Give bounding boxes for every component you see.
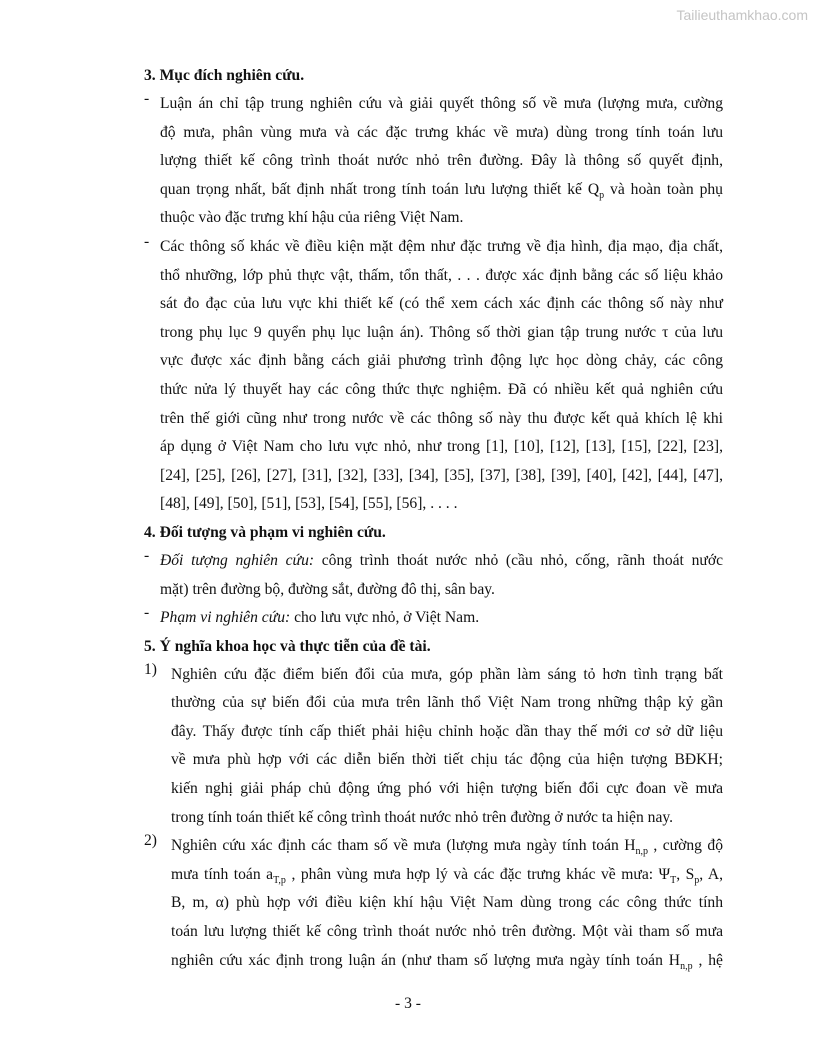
text-line: B, m, α) phù hợp với điều kiện khí hậu Việt Nam dùng trong các công thức tính: [171, 894, 723, 912]
text-line: trong phụ lục 9 quyển phụ lục luận án). Thông số thời gian tập trung nước τ của lưu: [160, 323, 723, 341]
text-line: Luận án chỉ tập trung nghiên cứu và giải quyết thông số về mưa (lượng mưa, cường: [160, 95, 723, 112]
text-line: về mưa phù hợp với các diễn biến thời tiết chịu tác động của hiện tượng BĐKH;: [171, 751, 723, 769]
bullet-marker: -: [144, 546, 150, 564]
text-line: thức nửa lý thuyết hay các công thức thực nghiệm. Đã có nhiều kết quả nghiên cứu: [160, 380, 723, 398]
section-5-item-2: [144, 832, 723, 975]
text-line: lượng thiết kế công trình thoát nước nhỏ trên đường. Đây là thông số quyết định,: [160, 152, 723, 170]
number-marker: 2): [144, 832, 157, 850]
subscript: p: [599, 189, 605, 201]
text-line: đây. Thấy được tính cấp thiết phải hiệu chỉnh hoặc dần thay thế mới cơ sở dữ liệu: [171, 722, 723, 740]
section-4-heading: 4. Đối tượng và phạm vi nghiên cứu.: [144, 523, 386, 541]
text-line: độ mưa, phân vùng mưa và các đặc trưng khác về mưa) dùng trong tính toán lưu: [160, 123, 723, 141]
text-line: Nghiên cứu xác định các tham số về mưa (lượng mưa ngày tính toán $H_{n,p}$ , cường độ: [171, 837, 723, 858]
bullet-marker: -: [144, 604, 150, 622]
page-content: [144, 62, 723, 975]
number-marker: 1): [144, 660, 157, 678]
subscript: T: [670, 874, 677, 886]
text-line: [48], [49], [50], [51], [53], [54], [55], [56], . . . .: [160, 495, 458, 513]
text-line: thổ nhưỡng, lớp phủ thực vật, thấm, tổn thất, . . . được xác định bằng các số liệu khảo: [160, 266, 723, 284]
subscript: n,p: [635, 846, 648, 858]
subscript: T,p: [273, 874, 286, 886]
text-line: kiến nghị giải pháp chủ động ứng phó với hiện tượng biến đổi cực đoan về mưa: [171, 780, 723, 798]
subscript: n,p: [680, 960, 693, 972]
term-label: Phạm vi nghiên cứu:: [160, 609, 291, 627]
text-line: vực được xác định bằng cách giải phương trình động lực học dòng chảy, các công: [160, 352, 723, 370]
watermark: Tailieuthamkhao.com: [676, 7, 808, 23]
text-line: mưa tính toán $a_{T,p}$ , phân vùng mưa hợp lý và các đặc trưng khác về mưa: $\Psi_T$, $S_p$, A,: [171, 865, 723, 886]
text-line: Các thông số khác về điều kiện mặt đệm như đặc trưng về địa hình, địa mạo, địa chất,: [160, 237, 723, 255]
text-line: trong tính toán thiết kế công trình thoát nước nhỏ trên đường ở nước ta hiện nay.: [171, 808, 674, 826]
section-4-item-1: [144, 547, 723, 604]
section-3-item-2: [144, 233, 723, 519]
text-line: mặt) trên đường bộ, đường sắt, đường đô thị, sân bay.: [160, 580, 495, 598]
section-5-heading: 5. Ý nghĩa khoa học và thực tiễn của đề tài.: [144, 637, 431, 655]
text-line: sát đo đạc của lưu vực khi thiết kế (có thể xem cách xác định các thông số này như: [160, 295, 723, 313]
term-label: Đối tượng nghiên cứu:: [160, 551, 315, 569]
text-line: trên thế giới cũng như trong nước về các thông số này thu được kết quả khích lệ khi: [160, 409, 723, 427]
section-3-item-1: [144, 90, 723, 233]
section-3-heading: 3. Mục đích nghiên cứu.: [144, 67, 305, 84]
section-5-item-1: [144, 661, 723, 833]
text-line: thuộc vào đặc trưng khí hậu của riêng Việt Nam.: [160, 209, 464, 227]
text-line: Nghiên cứu đặc điểm biến đổi của mưa, góp phần làm sáng tỏ hơn tình trạng bất: [171, 665, 723, 683]
bullet-marker: -: [144, 232, 150, 250]
subscript: p: [694, 874, 700, 886]
bullet-marker: -: [144, 90, 150, 107]
text-line: nghiên cứu xác định trong luận án (như tham số lượng mưa ngày tính toán $H_{n,p}$ , hệ: [171, 951, 723, 972]
text-line: thường của sự biến đổi của mưa trên lãnh thổ Việt Nam trong những thập kỷ gần: [171, 694, 723, 712]
text-line: quan trọng nhất, bất định nhất trong tính toán lưu lượng thiết kế $Q_p$ và hoàn toàn phụ: [160, 180, 723, 201]
text-line: toán lưu lượng thiết kế công trình thoát nước nhỏ trên đường. Một vài tham số mưa: [171, 923, 723, 941]
text-line: áp dụng ở Việt Nam cho lưu vực nhỏ, như trong [1], [10], [12], [13], [15], [22], [23],: [160, 438, 723, 456]
page-number: - 3 -: [395, 995, 421, 1012]
text-line: Phạm vi nghiên cứu: cho lưu vực nhỏ, ở Việt Nam.: [160, 609, 480, 627]
text-line: Đối tượng nghiên cứu: công trình thoát nước nhỏ (cầu nhỏ, cống, rãnh thoát nước: [160, 551, 723, 569]
section-4-item-2: [144, 604, 723, 633]
text-line: [24], [25], [26], [27], [31], [32], [33], [34], [35], [37], [38], [39], [40], [42], [44], [47],: [160, 466, 723, 484]
